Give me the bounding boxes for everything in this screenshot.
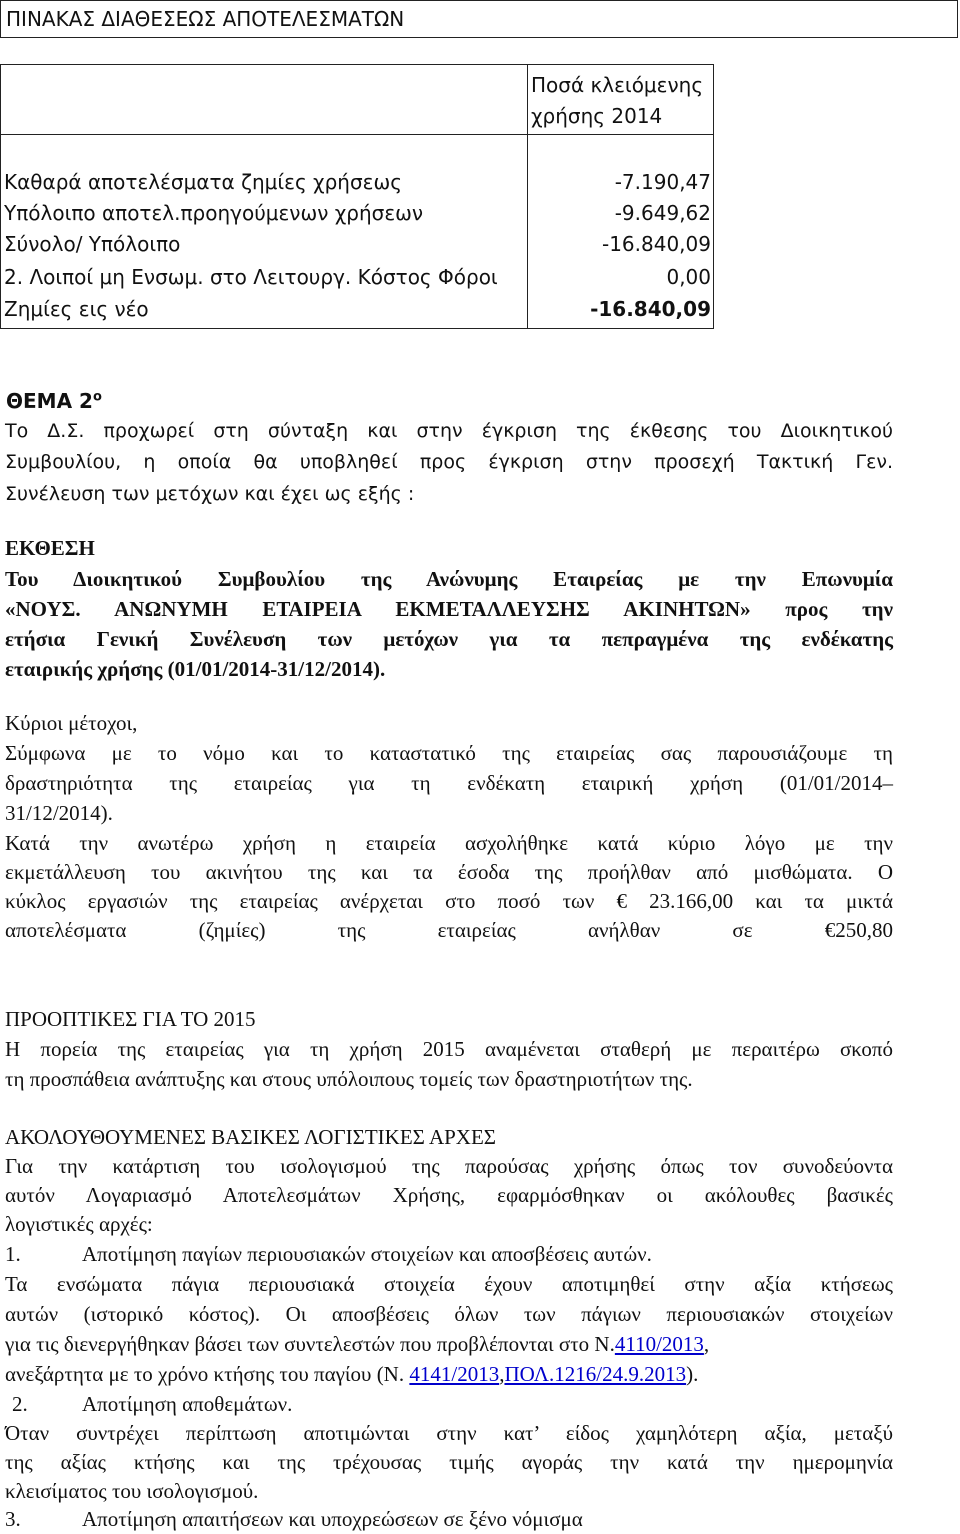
principles-line: Για την κατάρτιση του ισολογισμού της παρούσας χρήσης όπως τον συνοδεύοντα <box>5 1154 893 1178</box>
principles-line: για τις διενεργήθηκαν βάσει των συντελεστών που προβλέπονται στο Ν.4110/2013, <box>5 1332 710 1356</box>
item-number: 3. <box>5 1507 21 1531</box>
report-line: εταιρικής χρήσης (01/01/2014-31/12/2014). <box>5 657 386 681</box>
intro-line: Συμβουλίου, η οποία θα υποβληθεί προς έγκριση στην προσεχή Τακτική Γεν. <box>5 451 893 473</box>
report-line: Του Διοικητικού Συμβουλίου της Ανώνυμης Εταιρείας με την Επωνυμία <box>5 567 893 591</box>
table-row-value: -7.190,47 <box>614 170 711 194</box>
principles-line: ανεξάρτητα με το χρόνο κτήσης του παγίου (Ν. 4141/2013,ΠΟΛ.1216/24.9.2013). <box>5 1362 699 1386</box>
principles-line: Τα ενσώματα πάγια περιουσιακά στοιχεία έχουν αποτιμηθεί στην αξία κτήσεως <box>5 1272 893 1296</box>
body-line: 31/12/2014). <box>5 801 113 825</box>
section-heading-thema: ΘΕΜΑ $2^o$ <box>6 389 102 413</box>
table-row-label: Καθαρά αποτελέσματα ζημίες χρήσεως <box>4 170 402 194</box>
item-number: 1. <box>5 1242 21 1266</box>
table-row-label: Σύνολο/ Υπόλοιπο <box>4 232 181 256</box>
principles-line: της αξίας κτήσης και της τρέχουσας τιμής αγοράς την κατά την ημερομηνία <box>5 1450 893 1474</box>
principles-line: λογιστικές αρχές: <box>5 1212 153 1236</box>
item-title: Αποτίμηση παγίων περιουσιακών στοιχείων και αποσβέσεις αυτών. <box>82 1242 652 1266</box>
table-header-line2: χρήσης 2014 <box>531 104 663 128</box>
table-row-value: -16.840,09 <box>601 232 711 256</box>
report-heading: ΕΚΘΕΣΗ <box>5 536 95 560</box>
intro-line: Συνέλευση των μετόχων και έχει ως εξής : <box>5 483 415 505</box>
prospects-line: Η πορεία της εταιρείας για τη χρήση 2015 αναμένεται σταθερή με περαιτέρω σκοπό <box>5 1037 893 1061</box>
table-header-line1: Ποσά κλειόμενης <box>531 73 704 97</box>
prospects-line: τη προσπάθεια ανάπτυξης και στους υπόλοιπους τομείς των δραστηριοτήτων της. <box>5 1067 693 1091</box>
prospects-heading: ΠΡΟΟΠΤΙΚΕΣ ΓΙΑ ΤΟ 2015 <box>5 1007 256 1031</box>
law-link-4141[interactable]: 4141/2013 <box>409 1362 500 1386</box>
table-row-value-total: -16.840,09 <box>590 297 711 321</box>
body-line: κύκλος εργασιών της εταιρείας ανέρχεται στο ποσό των € 23.166,00 και τα μικτά <box>5 889 893 913</box>
table-header-divider <box>0 134 714 135</box>
page-title: ΠΙΝΑΚΑΣ ΔΙΑΘΕΣΕΩΣ ΑΠΟΤΕΛΕΣΜΑΤΩΝ <box>6 7 405 31</box>
principles-line: κλεισίματος του ισολογισμού. <box>5 1479 259 1503</box>
table-row-label: 2. Λοιποί μη Ενσωμ. στο Λειτουργ. Κόστος Φόροι <box>4 265 498 289</box>
table-row-value: -9.649,62 <box>614 201 711 225</box>
body-line: εκμετάλλευση του ακινήτου της και τα έσοδα της προήλθαν από μισθώματα. Ο <box>5 860 893 884</box>
body-line: Κατά την ανωτέρω χρήση η εταιρεία ασχολήθηκε κατά κύριο λόγο με την <box>5 831 893 855</box>
body-line: Σύμφωνα με το νόμο και το καταστατικό της εταιρείας σας παρουσιάζουμε τη <box>5 741 893 765</box>
body-line: αποτελέσματα (ζημίες) της εταιρείας ανήλθαν σε €250,80 <box>5 918 893 942</box>
principles-line: Όταν συντρέχει περίπτωση αποτιμώνται στην κατ’ είδος χαμηλότερη αξία, μεταξύ <box>5 1421 893 1445</box>
item-title: Αποτίμηση απαιτήσεων και υποχρεώσεων σε ξένο νόμισμα <box>82 1507 583 1531</box>
report-line: «ΝΟΥΣ. ΑΝΩΝΥΜΗ ΕΤΑΙΡΕΙΑ ΕΚΜΕΤΑΛΛΕΥΣΗΣ ΑΚΙΝΗΤΩΝ» προς την <box>5 597 893 621</box>
principles-line: αυτόν Λογαριασμό Αποτελεσμάτων Χρήσης, εφαρμόσθηκαν οι ακόλουθες βασικές <box>5 1183 893 1207</box>
table-row-label: Ζημίες εις νέο <box>4 297 149 321</box>
body-line: δραστηριότητα της εταιρείας για τη ενδέκατη εταιρική χρήση (01/01/2014– <box>5 771 893 795</box>
pol-link-1216[interactable]: ΠΟΛ.1216/24.9.2013 <box>504 1362 687 1386</box>
law-link-4110[interactable]: 4110/2013 <box>614 1332 704 1356</box>
table-row-value: 0,00 <box>666 265 711 289</box>
greeting: Κύριοι μέτοχοι, <box>5 711 138 735</box>
table-column-divider <box>527 64 528 329</box>
item-title: Αποτίμηση αποθεμάτων. <box>82 1392 293 1416</box>
principles-heading: ΑΚΟΛΟΥΘΟΥΜΕΝΕΣ ΒΑΣΙΚΕΣ ΛΟΓΙΣΤΙΚΕΣ ΑΡΧΕΣ <box>5 1125 497 1149</box>
intro-line: Το Δ.Σ. προχωρεί στη σύνταξη και στην έγκριση της έκθεσης του Διοικητικού <box>5 420 893 442</box>
table-row-label: Υπόλοιπο αποτελ.προηγούμενων χρήσεων <box>4 201 424 225</box>
report-line: ετήσια Γενική Συνέλευση των μετόχων για τα πεπραγμένα της ενδέκατης <box>5 627 893 651</box>
principles-line: αυτών (ιστορικό κόστος). Οι αποσβέσεις όλων των πάγιων περιουσιακών στοιχείων <box>5 1302 893 1326</box>
item-number: 2. <box>12 1392 28 1416</box>
